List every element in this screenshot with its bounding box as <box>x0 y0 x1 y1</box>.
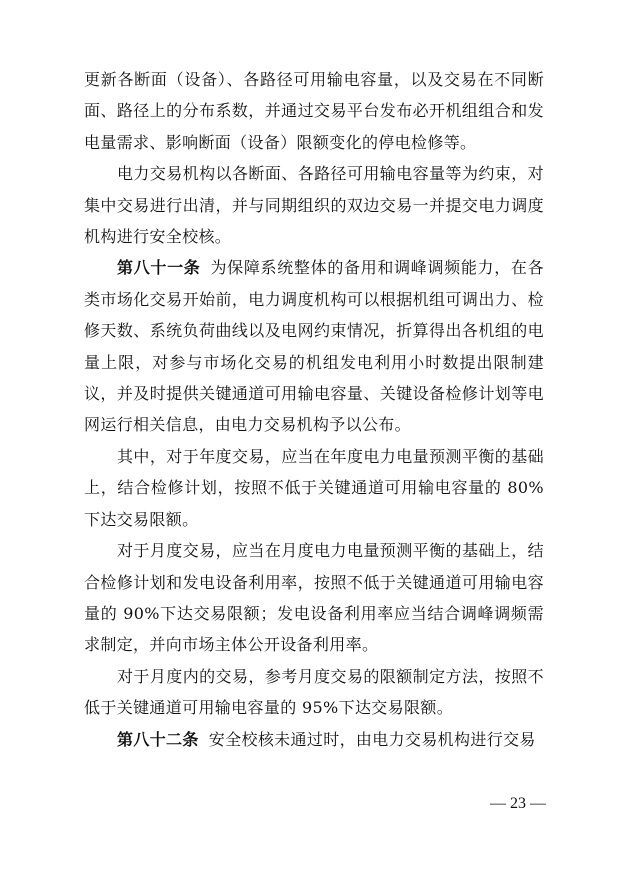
paragraph-continuation <box>84 64 544 158</box>
paragraph-text: 安全校核未通过时，由电力交易机构进行交易 <box>208 729 536 749</box>
paragraph-text: 对于月度内的交易，参考月度交易的限额制定方法，按照不低于关键通道可用输电容量的 95%下达交易限额。 <box>84 666 544 718</box>
paragraph-text: 对于月度交易，应当在月度电力电量预测平衡的基础上，结合检修计划和发电设备利用率，按照不低于关键通道可用输电容量的 90%下达交易限额；发电设备利用率应当结合调峰调频需求制定，并向市场主体公开设备利用率。 <box>84 541 544 655</box>
article-number: 第八十一条 <box>117 258 201 278</box>
paragraph <box>84 158 544 252</box>
article-number: 第八十二条 <box>117 729 199 749</box>
page-number: — 23 — <box>490 795 546 812</box>
paragraph <box>84 535 544 661</box>
paragraph-text: 电力交易机构以各断面、各路径可用输电容量等为约束，对集中交易进行出清，并与同期组织的双边交易一并提交电力调度机构进行安全校核。 <box>84 164 544 247</box>
article-82-paragraph <box>84 724 544 755</box>
document-body <box>84 64 544 755</box>
article-81-paragraph <box>84 252 544 440</box>
paragraph-text: 为保障系统整体的备用和调峰调频能力，在各类市场化交易开始前，电力调度机构可以根据机组可调出力、检修天数、系统负荷曲线以及电网约束情况，折算得出各机组的电量上限，对参与市场化交易的机组发电利用小时数提出限制建议，并及时提供关键通道可用输电容量、关键设备检修计划等电网运行相关信息，由电力交易机构予以公布。 <box>84 258 544 435</box>
paragraph-text: 更新各断面（设备）、各路径可用输电容量，以及交易在不同断面、路径上的分布系数，并通过交易平台发布必开机组组合和发电量需求、影响断面（设备）限额变化的停电检修等。 <box>84 70 544 152</box>
paragraph <box>84 441 544 535</box>
paragraph <box>84 661 544 724</box>
paragraph-text: 其中，对于年度交易，应当在年度电力电量预测平衡的基础上，结合检修计划，按照不低于关键通道可用输电容量的 80%下达交易限额。 <box>84 446 544 529</box>
